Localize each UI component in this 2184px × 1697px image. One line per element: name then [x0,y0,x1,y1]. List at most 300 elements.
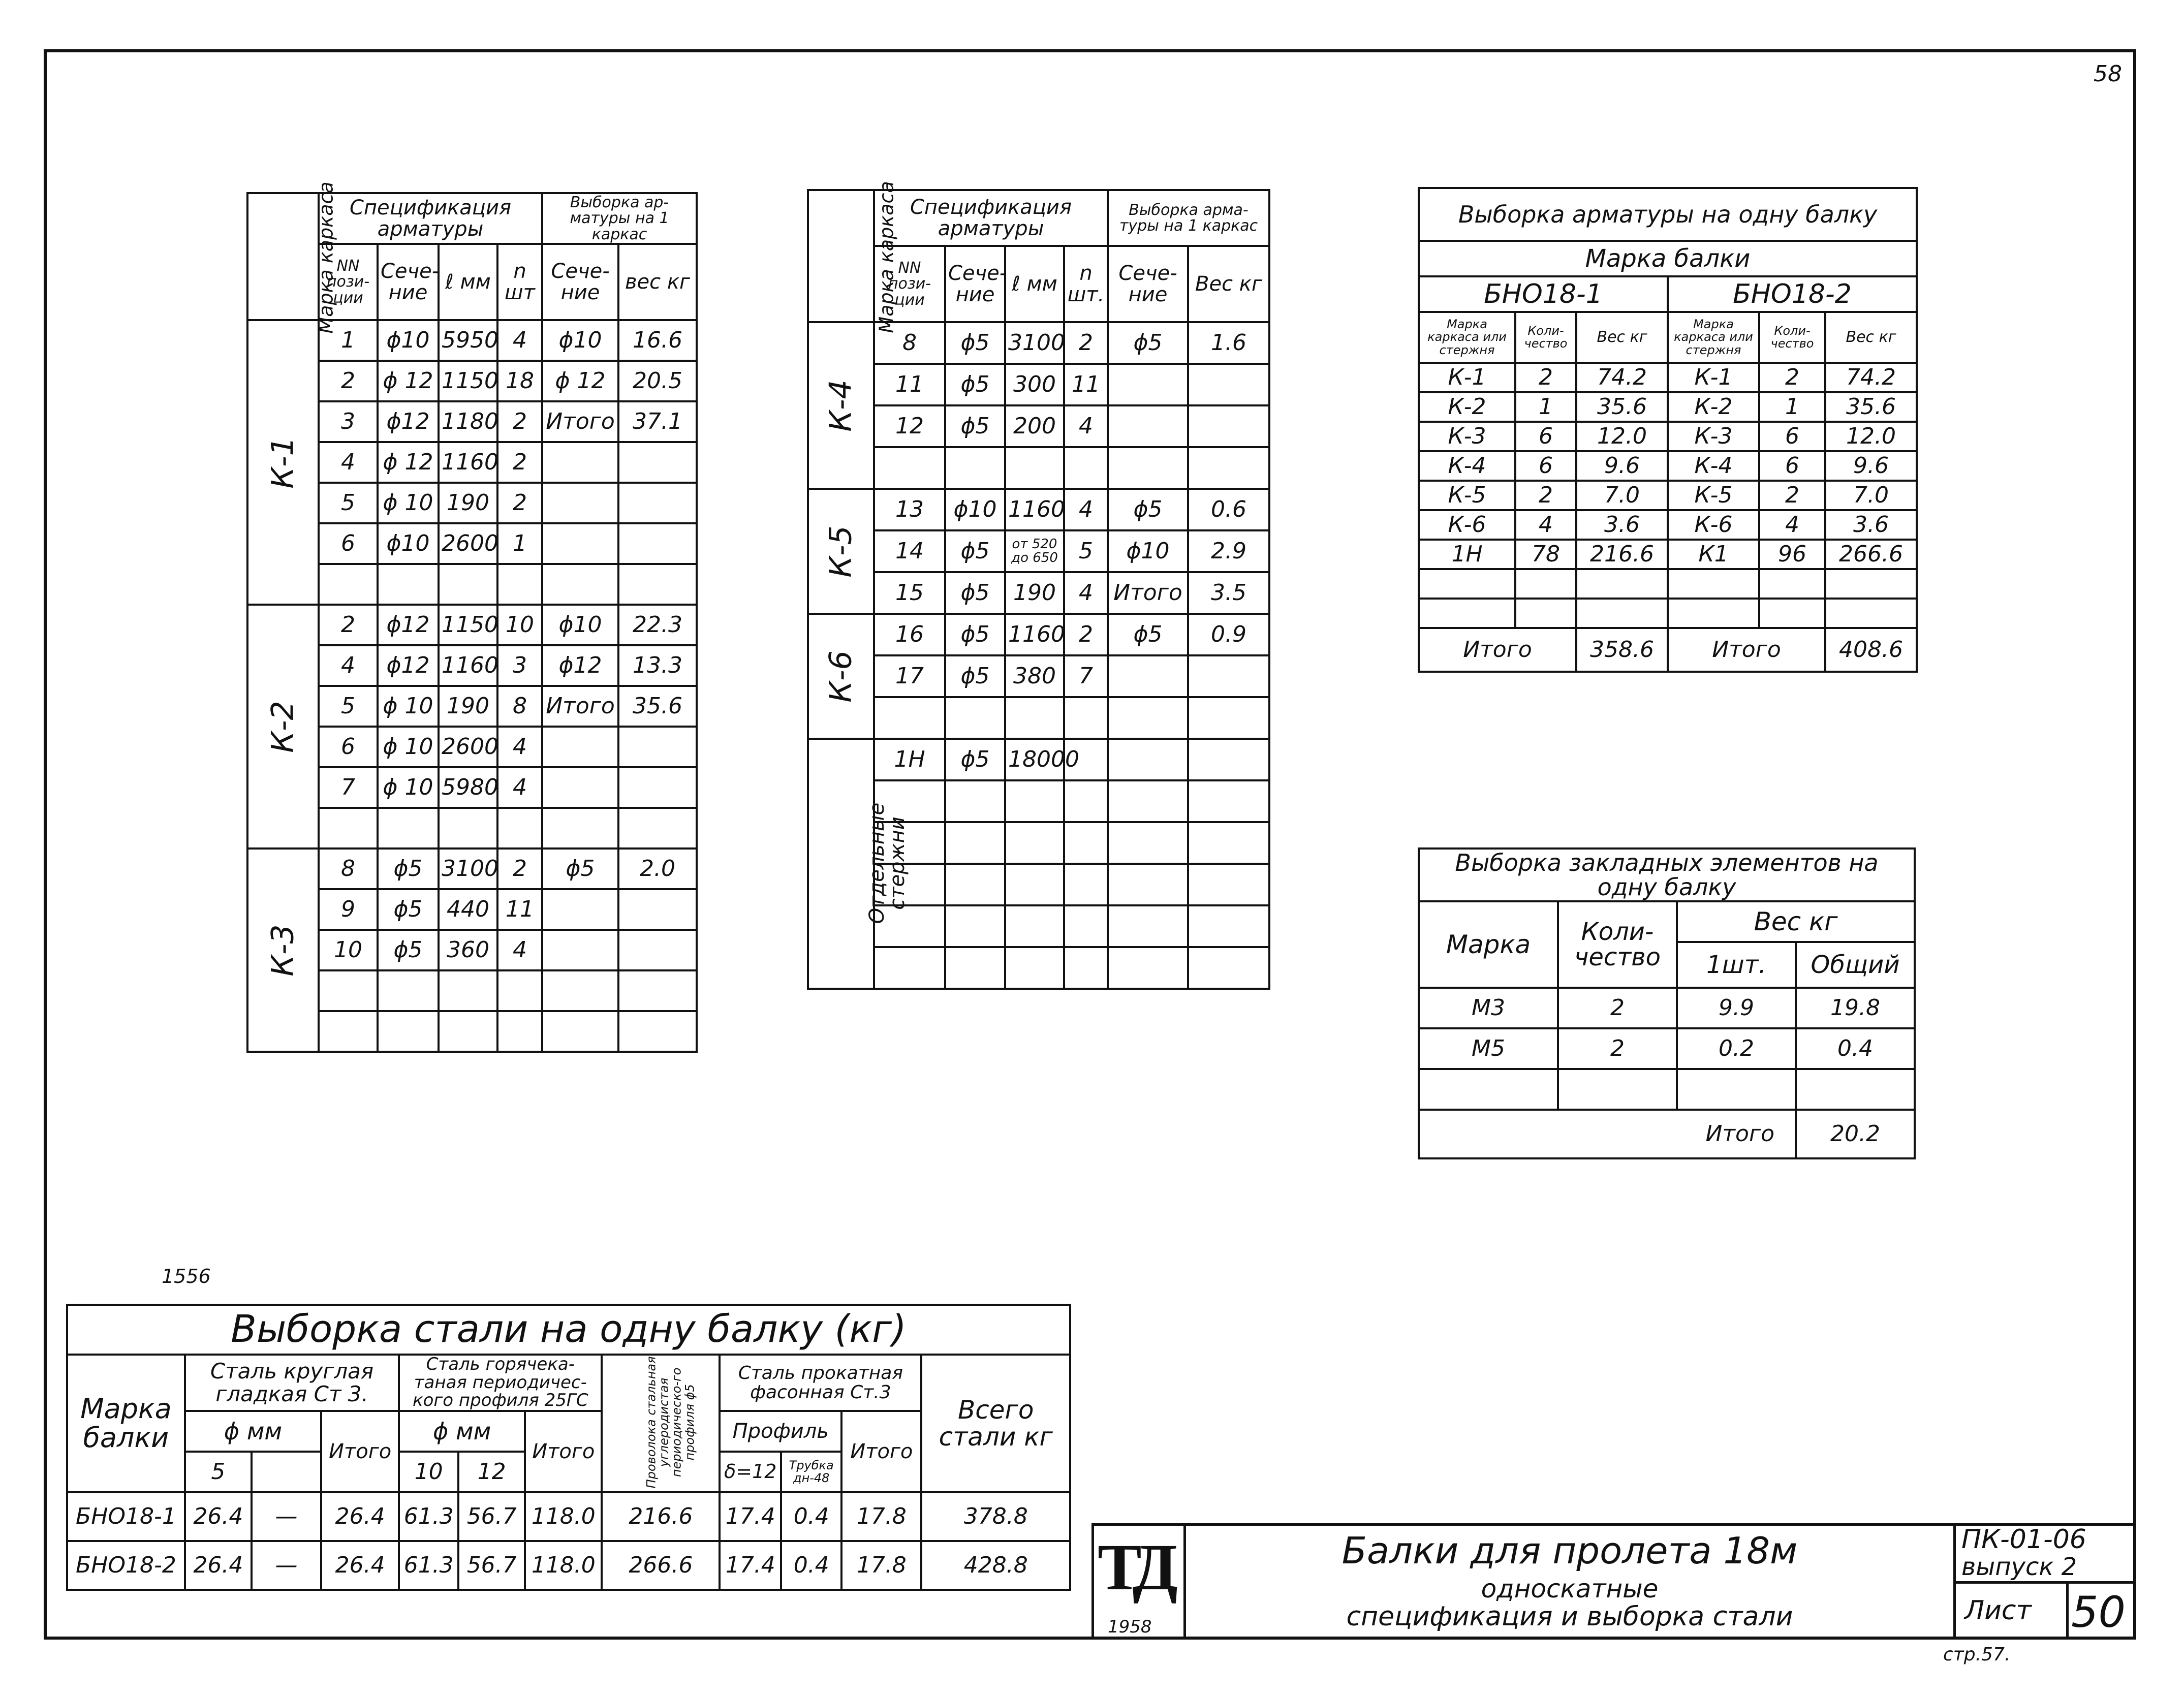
table3-subtitle: Марка балки [1419,241,1917,276]
table5-cell-it2: 118.0 [525,1492,602,1541]
karkas-mark: К-1 [265,436,301,489]
table5-cell-cdash: — [252,1541,321,1590]
table4-cell-qty [1558,1069,1677,1110]
length-cell: 190 [439,686,497,727]
col-wire: Проволока стальная углеродистая периодическо-го профиля ϕ5 [602,1355,720,1492]
selection-section-cell: Итого [542,686,618,727]
table4-row [1419,1028,1915,1069]
section-cell: ϕ10 [945,489,1005,530]
position-cell [319,970,378,1011]
table5-cell-mark: БНО18-1 [67,1492,185,1541]
header-specification: Спецификация арматуры [874,190,1108,246]
table4-cell-w1: 0.2 [1677,1028,1796,1069]
length-cell: 190 [439,483,497,523]
table3-row [1419,451,1917,481]
table3-cell-q1: 6 [1515,451,1576,481]
position-cell: 2 [319,605,378,645]
selection-section-cell [542,442,618,483]
selection-section-cell: ϕ5 [542,849,618,889]
table3-cell-w2: 7.0 [1825,481,1917,510]
table3-cell-q1: 2 [1515,363,1576,392]
table3-cell-q2: 2 [1759,481,1825,510]
selection-section-cell: Итого [1108,572,1188,614]
selection-weight-cell [618,767,697,808]
selection-weight-cell [618,889,697,930]
selection-weight-cell [1188,655,1269,697]
spec-row [808,947,1269,989]
count-cell: 7 [1064,655,1108,697]
header-vyborka: Выборка ар-матуры на 1 каркас [542,193,697,244]
table3-cell-w2: 3.6 [1825,510,1917,540]
length-cell [1005,697,1064,739]
col-ves-1: Вес кг [1576,312,1668,363]
selection-weight-cell [618,727,697,767]
table4-cell-mark: М5 [1419,1028,1558,1069]
length-cell: 1150 [439,361,497,401]
table3-cell-m1: К-6 [1419,510,1515,540]
steel-per-beam-table [66,1304,1071,1591]
count-cell: 2 [1064,614,1108,655]
karkas-mark-cell [808,614,874,739]
selection-section-cell: ϕ5 [1108,322,1188,364]
year: 1958 [1108,1617,1152,1637]
selection-weight-cell [618,442,697,483]
header-vsec: Сече-ние [1108,246,1188,322]
col-mark-1: Марка каркаса или стержня [1419,312,1515,363]
sheet-label: Лист [1964,1595,2032,1626]
col-phi-mm: ϕ мм [185,1411,321,1452]
table3-cell-w1: 3.6 [1576,510,1668,540]
header-ves: вес кг [618,244,697,320]
table4-total-label: Итого [1419,1110,1796,1158]
selection-weight-cell: 16.6 [618,320,697,361]
position-cell [319,808,378,849]
header-n: n шт. [1064,246,1108,322]
table4-cell-wt: 0.4 [1796,1028,1915,1069]
table3-row [1419,422,1917,451]
table3-row [1419,510,1917,540]
spec-row [808,572,1269,614]
length-cell: 190 [1005,572,1064,614]
footer-page: стр.57. [1943,1644,2011,1665]
table3-total-row [1419,628,1917,672]
karkas-mark-cell [808,322,874,489]
beam-1-header: БНО18-1 [1419,276,1668,312]
selection-section-cell [1108,822,1188,864]
total-label-2: Итого [1668,628,1825,672]
table3-cell-m2: К-2 [1668,392,1759,422]
table3-cell-q2 [1759,599,1825,628]
table5-cell-c5: 26.4 [185,1541,252,1590]
count-cell [497,808,542,849]
position-cell: 14 [874,530,945,572]
length-cell: 3100 [439,849,497,889]
karkas-mark-cell [247,605,319,849]
header-l: ℓ мм [1005,246,1064,322]
table3-cell-w1: 12.0 [1576,422,1668,451]
table3-cell-w2: 12.0 [1825,422,1917,451]
armature-per-beam-table [1418,187,1918,673]
header-vsec: Сече-ние [542,244,618,320]
table3-cell-m2 [1668,599,1759,628]
position-cell: 6 [319,727,378,767]
issue: выпуск 2 [1961,1553,2077,1581]
table3-cell-w1: 216.6 [1576,540,1668,569]
section-cell: ϕ5 [378,849,439,889]
selection-section-cell: ϕ10 [1108,530,1188,572]
spec-row [808,447,1269,489]
selection-weight-cell [618,523,697,564]
spec-row [808,655,1269,697]
table5-cell-it2: 118.0 [525,1541,602,1590]
page-number: 58 [2094,61,2122,87]
col-itogo-3: Итого [841,1411,921,1492]
table3-cell-w1: 74.2 [1576,363,1668,392]
col-hot-rolled: Сталь горячека-таная периодичес-кого профиля 25ГС [399,1355,602,1411]
position-cell [319,564,378,605]
table5-cell-c12: 56.7 [458,1492,525,1541]
count-cell: 10 [497,605,542,645]
table4-row [1419,1069,1915,1110]
table3-cell-m2 [1668,569,1759,599]
count-cell: 4 [1064,489,1108,530]
selection-weight-cell [618,808,697,849]
position-cell: 11 [874,364,945,405]
position-cell [874,947,945,989]
section-cell [945,822,1005,864]
length-cell: 5980 [439,767,497,808]
position-cell: 13 [874,489,945,530]
table4-cell-wt [1796,1069,1915,1110]
selection-weight-cell [618,970,697,1011]
section-cell: ϕ12 [378,605,439,645]
count-cell [1064,447,1108,489]
section-cell: ϕ5 [945,739,1005,780]
position-cell: 17 [874,655,945,697]
table3-cell-q2: 1 [1759,392,1825,422]
section-cell: ϕ5 [945,530,1005,572]
count-cell [1064,822,1108,864]
count-cell [497,564,542,605]
table5-cell-cdash: — [252,1492,321,1541]
selection-weight-cell: 0.9 [1188,614,1269,655]
selection-section-cell [542,970,618,1011]
col-itogo-1: Итого [321,1411,399,1492]
selection-weight-cell [1188,822,1269,864]
length-cell [439,1011,497,1052]
col-total-steel: Всего стали кг [921,1355,1070,1492]
header-marka-karkasa: Марка каркаса [247,193,319,320]
table4-total-row [1419,1110,1915,1158]
selection-weight-cell [1188,697,1269,739]
karkas-mark: К-3 [265,924,301,977]
col-blank [252,1452,321,1492]
position-cell: 12 [874,405,945,447]
header-sechenie: Сече-ние [378,244,439,320]
section-cell: ϕ12 [378,401,439,442]
selection-weight-cell: 1.6 [1188,322,1269,364]
karkas-mark-cell [808,489,874,614]
table3-cell-q2: 96 [1759,540,1825,569]
count-cell: 1 [497,523,542,564]
header-nn: NN пози-ции [874,246,945,322]
karkas-mark: Отдельные стержни [865,802,909,924]
table5-cell-wire: 216.6 [602,1492,720,1541]
col-1sht: 1шт. [1677,942,1796,988]
spec-row [808,530,1269,572]
selection-weight-cell: 2.9 [1188,530,1269,572]
count-cell [1064,697,1108,739]
section-cell: ϕ5 [945,572,1005,614]
position-cell: 1 [319,320,378,361]
table3-cell-q1: 1 [1515,392,1576,422]
table3-cell-w1: 7.0 [1576,481,1668,510]
position-cell: 6 [319,523,378,564]
table3-row [1419,481,1917,510]
position-cell: 5 [319,483,378,523]
position-cell: 15 [874,572,945,614]
table3-cell-w1: 9.6 [1576,451,1668,481]
section-cell: ϕ 12 [378,442,439,483]
length-cell: 1180 [439,401,497,442]
length-cell: 18000 [1005,739,1064,780]
karkas-mark: К-6 [823,650,859,703]
position-cell [874,447,945,489]
section-cell [945,447,1005,489]
table3-title: Выборка арматуры на одну балку [1419,188,1917,241]
table5-cell-c5: 26.4 [185,1492,252,1541]
selection-weight-cell: 22.3 [618,605,697,645]
count-cell: 4 [497,727,542,767]
col-d12: δ=12 [720,1452,781,1492]
total-value-2: 408.6 [1825,628,1917,672]
table3-cell-q1: 2 [1515,481,1576,510]
table5-cell-tube: 0.4 [781,1492,841,1541]
length-cell: 380 [1005,655,1064,697]
position-cell: 10 [319,930,378,970]
table4-cell-mark: М3 [1419,988,1558,1028]
table5-cell-mark: БНО18-2 [67,1541,185,1590]
count-cell [1064,864,1108,905]
position-cell: 4 [319,442,378,483]
length-cell: 1160 [1005,614,1064,655]
table4-cell-qty: 2 [1558,988,1677,1028]
selection-section-cell [1108,405,1188,447]
total-value-1: 358.6 [1576,628,1668,672]
table4-cell-wt: 19.8 [1796,988,1915,1028]
sheet-number: 50 [2071,1587,2126,1637]
section-cell: ϕ5 [945,655,1005,697]
selection-weight-cell: 20.5 [618,361,697,401]
count-cell: 4 [497,930,542,970]
selection-section-cell [1108,655,1188,697]
table3-cell-m1 [1419,569,1515,599]
col-qty: Коли-чество [1558,901,1677,988]
table5-cell-c10: 61.3 [399,1492,458,1541]
selection-weight-cell [618,483,697,523]
table3-cell-q2: 4 [1759,510,1825,540]
position-cell: 1Н [874,739,945,780]
spec-row [808,739,1269,780]
section-cell [378,564,439,605]
table3-cell-m2: К-1 [1668,363,1759,392]
selection-weight-cell [1188,864,1269,905]
table4-total-value: 20.2 [1796,1110,1915,1158]
table3-cell-m1: К-3 [1419,422,1515,451]
section-cell: ϕ12 [378,645,439,686]
section-cell [378,808,439,849]
length-cell [439,808,497,849]
selection-section-cell [542,930,618,970]
position-cell: 7 [319,767,378,808]
karkas-mark: К-2 [265,700,301,753]
section-cell [945,947,1005,989]
count-cell [497,970,542,1011]
position-cell: 8 [319,849,378,889]
col-qty-1: Коли-чество [1515,312,1576,363]
karkas-mark: К-5 [823,525,859,578]
selection-weight-cell [618,1011,697,1052]
length-cell: 200 [1005,405,1064,447]
selection-weight-cell [1188,364,1269,405]
table4-row [1419,988,1915,1028]
selection-weight-cell: 13.3 [618,645,697,686]
length-cell [1005,822,1064,864]
position-cell [319,1011,378,1052]
title-main: Балки для пролета 18м [1341,1529,1798,1572]
table3-cell-q2 [1759,569,1825,599]
code-divider [1953,1581,2136,1584]
length-cell: 440 [439,889,497,930]
length-cell: 3100 [1005,322,1064,364]
length-cell: 1160 [439,442,497,483]
table5-cell-tube: 0.4 [781,1541,841,1590]
table5-row [67,1492,1070,1541]
section-cell [378,970,439,1011]
section-cell: ϕ 10 [378,686,439,727]
length-cell [439,970,497,1011]
table3-cell-m1: К-4 [1419,451,1515,481]
table3-row [1419,599,1917,628]
position-cell: 9 [319,889,378,930]
length-cell [439,564,497,605]
length-cell: 300 [1005,364,1064,405]
table3-cell-m1: К-5 [1419,481,1515,510]
section-cell: ϕ5 [945,364,1005,405]
count-cell: 4 [1064,405,1108,447]
table3-cell-w1 [1576,599,1668,628]
col-mark: Марка [1419,901,1558,988]
logo: ТД [1098,1531,1173,1604]
table3-row [1419,569,1917,599]
table4-cell-w1 [1677,1069,1796,1110]
selection-section-cell [1108,739,1188,780]
selection-weight-cell: 0.6 [1188,489,1269,530]
col-marka-balki: Марка балки [67,1355,185,1492]
selection-section-cell [1108,780,1188,822]
table4-title: Выборка закладных элементов на одну балку [1419,849,1915,901]
section-cell: ϕ 10 [378,483,439,523]
beam-2-header: БНО18-2 [1668,276,1917,312]
selection-section-cell: Итого [542,401,618,442]
sheet-divider [2066,1581,2069,1640]
table3-cell-q1: 78 [1515,540,1576,569]
length-cell: от 520 до 650 [1005,530,1064,572]
code: ПК-01-06 [1961,1524,2086,1555]
section-cell: ϕ5 [945,322,1005,364]
karkas-mark-cell [808,739,909,989]
table3-cell-w2: 9.6 [1825,451,1917,481]
count-cell: 4 [497,767,542,808]
count-cell [1064,947,1108,989]
position-cell: 16 [874,614,945,655]
length-cell: 1160 [1005,489,1064,530]
col-ves: Вес кг [1677,901,1915,942]
selection-section-cell [542,523,618,564]
section-cell [378,1011,439,1052]
table3-cell-m2: К-6 [1668,510,1759,540]
table5-title: Выборка стали на одну балку (кг) [67,1305,1070,1355]
table3-cell-q1: 4 [1515,510,1576,540]
length-cell: 5950 [439,320,497,361]
table3-cell-m1: К-1 [1419,363,1515,392]
col-ves-2: Вес кг [1825,312,1917,363]
section-cell [945,780,1005,822]
section-cell: ϕ5 [945,405,1005,447]
spec-table-2 [807,181,1270,990]
table4-cell-w1: 9.9 [1677,988,1796,1028]
length-cell [1005,947,1064,989]
selection-weight-cell: 3.5 [1188,572,1269,614]
header-nn: NN пози-ции [319,244,378,320]
count-cell: 18 [497,361,542,401]
selection-section-cell [1108,364,1188,405]
header-n: n шт [497,244,542,320]
note-1556: 1556 [162,1265,211,1287]
table3-cell-w2 [1825,599,1917,628]
spec-row [247,849,697,889]
selection-section-cell: ϕ5 [1108,489,1188,530]
position-cell: 8 [874,322,945,364]
table3-cell-q2: 6 [1759,422,1825,451]
table5-cell-wire: 266.6 [602,1541,720,1590]
selection-section-cell [1108,905,1188,947]
table3-cell-q1: 6 [1515,422,1576,451]
karkas-mark-cell [247,320,319,605]
count-cell: 11 [497,889,542,930]
section-cell: ϕ10 [378,320,439,361]
selection-section-cell [1108,447,1188,489]
spec-row [808,489,1269,530]
count-cell: 11 [1064,364,1108,405]
selection-section-cell [1108,864,1188,905]
selection-section-cell [542,483,618,523]
count-cell [497,1011,542,1052]
table3-cell-m1: К-2 [1419,392,1515,422]
table3-cell-q1 [1515,599,1576,628]
section-cell [945,905,1005,947]
karkas-mark: К-4 [823,379,859,432]
table5-row [67,1541,1070,1590]
table3-cell-w1: 35.6 [1576,392,1668,422]
count-cell: 5 [1064,530,1108,572]
section-cell [945,697,1005,739]
section-cell: ϕ5 [378,930,439,970]
table3-cell-w1 [1576,569,1668,599]
spec-row [808,697,1269,739]
selection-section-cell [542,889,618,930]
selection-section-cell: ϕ10 [542,320,618,361]
